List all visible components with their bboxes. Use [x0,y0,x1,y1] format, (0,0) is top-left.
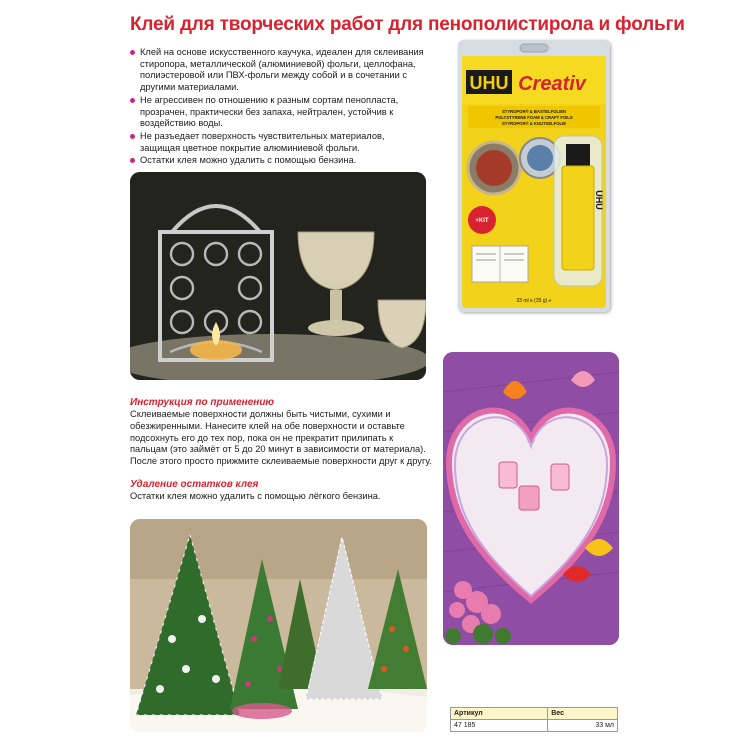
lantern-illustration [130,172,426,380]
column-header: Вес [548,708,618,720]
brand-logo: UHU [469,73,509,93]
svg-text:+KIT: +KIT [475,218,489,224]
table-row [451,720,618,732]
product-name: Creativ [518,73,586,95]
heart-decoration-photo [443,352,619,645]
product-volume: 33 ml e (35 g) ℮ [516,298,552,304]
lantern-photo [130,172,426,380]
product-line-2: POLYSTYRENE FOAM & CRAFT FOILS [495,115,573,120]
product-line-1: STYROPOR® & BASTELFOLIEN [501,109,567,114]
svg-text:UHU: UHU [594,190,604,210]
feature-list [130,47,425,168]
removal-heading: Удаление остатков клея [130,479,259,490]
list-item: Не агрессивен по отношению к разным сортам пенопласта, прозрачен, практически без запаха, нейтрален, устойчив к воздействию воды. [130,95,425,130]
table-cell: 47 185 [451,720,548,732]
list-item: Клей на основе искусственного каучука, идеален для склеивания стиропора, металлической (алюминиевой) фольги, целлофана, полиэстеровой или ПВХ-фольги между собой и в сочетании с другими материалами. [130,47,425,94]
product-package-illustration [458,40,610,312]
table-header-row [451,708,618,720]
removal-text: Остатки клея можно удалить с помощью лёгкого бензина. [130,491,381,501]
instructions-heading: Инструкция по применению [130,397,275,408]
list-item: Остатки клея можно удалить с помощью бензина. [130,155,425,167]
instructions-text: Склеиваемые поверхности должны быть чистыми, сухими и обезжиренными. Нанесите клей на обе поверхности и оставьте подсохнуть его до тех пор, пока он не прекратит прилипать к пальцам (это займёт от 5 до 20 минут в зависимости от материала). После этого просто прижмите склеиваемые поверхности друг к другу. [130,409,432,467]
product-line-3: STYROPOR® & KNUTSELFOLIE [501,121,567,126]
table-cell: 33 мл [548,720,618,732]
bullet-icon [130,158,135,163]
heart-illustration [443,352,619,645]
christmas-trees-photo [130,519,427,732]
product-package-image [458,40,610,312]
bullet-icon [130,134,135,139]
bullet-icon [130,50,135,55]
column-header: Артикул [451,708,548,720]
spec-table [450,707,618,732]
bullet-icon [130,98,135,103]
list-item: Не разъедает поверхность чувствительных материалов, защищая цветное покрытие алюминиевой фольги. [130,131,425,154]
page-title: Клей для творческих работ для пенополистирола и фольги [130,14,685,35]
christmas-trees-illustration [130,519,427,732]
